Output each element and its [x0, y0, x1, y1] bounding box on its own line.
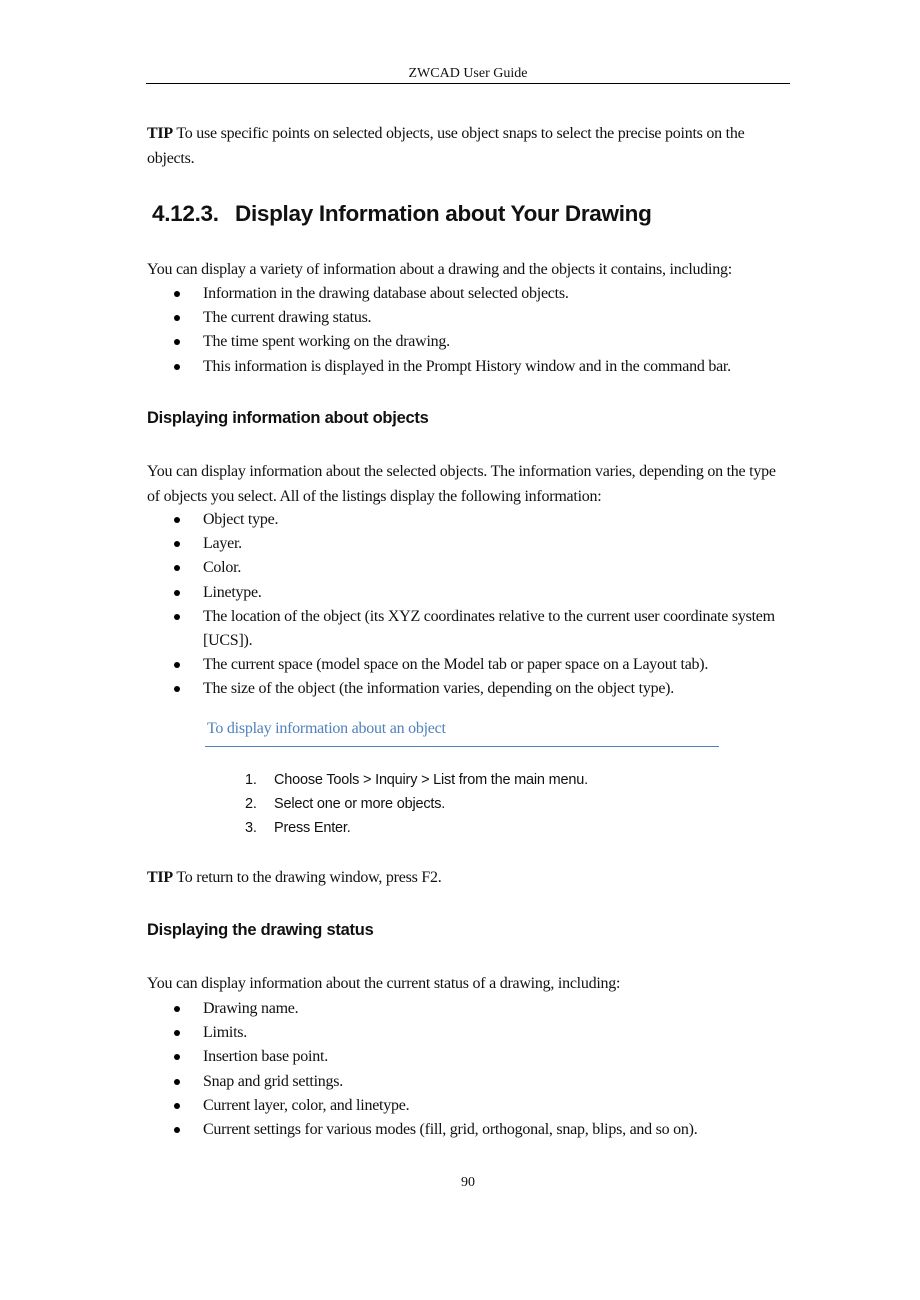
step-number: 2. [245, 796, 257, 813]
list-item: Snap and grid settings. [0, 1070, 793, 1094]
section-number: 4.12.3. [152, 201, 219, 226]
procedure-title: To display information about an object [207, 720, 446, 737]
list-item: Current layer, color, and linetype. [0, 1094, 793, 1118]
tip-paragraph-f2 [147, 865, 792, 890]
bullet-icon [174, 565, 180, 571]
step-number: 3. [245, 820, 257, 837]
list-item: Object type. [0, 508, 793, 532]
bullet-icon [174, 1103, 180, 1109]
list-item: The current drawing status. [0, 306, 793, 330]
bullet-icon [174, 1054, 180, 1060]
step-item [0, 792, 920, 816]
bullet-icon [174, 662, 180, 668]
bullet-icon [174, 1006, 180, 1012]
intro-bullet-list [0, 282, 920, 379]
step-text: Select one or more objects. [274, 796, 446, 813]
page-number: 90 [461, 1175, 475, 1190]
status-paragraph: You can display information about the current status of a drawing, including: [147, 975, 621, 992]
section-title: Display Information about Your Drawing [235, 201, 652, 226]
bullet-icon [174, 1030, 180, 1036]
bullet-icon [174, 517, 180, 523]
list-item: Linetype. [0, 581, 793, 605]
list-item: The current space (model space on the Model tab or paper space on a Layout tab). [0, 653, 793, 677]
list-item: The time spent working on the drawing. [0, 330, 793, 354]
step-number: 1. [245, 772, 257, 788]
tip-text: To use specific points on selected objects, use object snaps to select the precise points on the objects. [147, 125, 745, 167]
bullet-icon [174, 590, 180, 596]
list-item: This information is displayed in the Prompt History window and in the command bar. [0, 355, 793, 379]
bullet-icon [174, 614, 180, 620]
step-text: Press Enter. [274, 820, 351, 837]
procedure-rule [205, 746, 719, 747]
bullet-icon [174, 1079, 180, 1085]
running-header: ZWCAD User Guide [408, 66, 528, 81]
bullet-icon [174, 541, 180, 547]
section-heading [152, 199, 652, 229]
objects-paragraph: You can display information about the selected objects. The information varies, depending on the type of objects you select. All of the listings display the following information: [147, 463, 776, 505]
list-item: The size of the object (the information varies, depending on the object type). [0, 677, 793, 701]
tip-text: To return to the drawing window, press F2. [172, 869, 442, 886]
bullet-icon [174, 315, 180, 321]
tip-paragraph-snaps [147, 121, 792, 171]
tip-label: TIP [147, 869, 173, 886]
tip-label: TIP [147, 125, 173, 142]
bullet-icon [174, 291, 180, 297]
procedure-steps [0, 768, 920, 841]
list-item: Insertion base point. [0, 1045, 793, 1069]
step-text: Choose Tools > Inquiry > List from the main menu. [274, 772, 588, 788]
bullet-icon [174, 686, 180, 692]
list-item: Layer. [0, 532, 793, 556]
list-item: Color. [0, 556, 793, 580]
list-item: Current settings for various modes (fill, grid, orthogonal, snap, blips, and so on). [0, 1118, 793, 1142]
list-item: The location of the object (its XYZ coordinates relative to the current user coordinate system [UCS]). [0, 605, 793, 653]
subheading-objects: Displaying information about objects [147, 409, 429, 427]
status-bullet-list [0, 997, 920, 1142]
header-rule [146, 83, 790, 84]
step-item [0, 816, 920, 840]
list-item: Information in the drawing database about selected objects. [0, 282, 793, 306]
bullet-icon [174, 1127, 180, 1133]
intro-paragraph: You can display a variety of information about a drawing and the objects it contains, including: [147, 261, 732, 278]
bullet-icon [174, 364, 180, 370]
list-item: Drawing name. [0, 997, 793, 1021]
bullet-icon [174, 339, 180, 345]
list-item: Limits. [0, 1021, 793, 1045]
objects-bullet-list [0, 508, 920, 702]
subheading-drawing-status: Displaying the drawing status [147, 921, 374, 939]
step-item [0, 768, 920, 792]
